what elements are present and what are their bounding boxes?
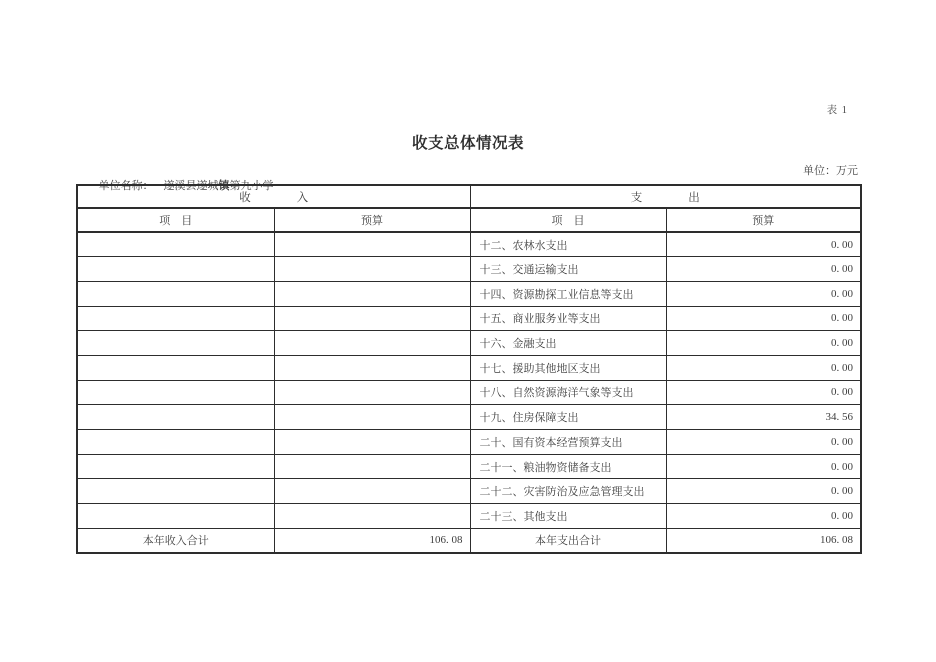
expense-budget-cell: 0. 00 [666, 257, 861, 282]
income-budget-cell [274, 306, 470, 331]
expense-budget-cell: 0. 00 [666, 479, 861, 504]
unit-name-label: 单位名称： [98, 180, 154, 192]
table-row [77, 380, 861, 405]
table-row [77, 355, 861, 380]
expense-budget-cell: 0. 00 [666, 331, 861, 356]
expense-budget-cell: 0. 00 [666, 454, 861, 479]
income-budget-cell [274, 479, 470, 504]
income-budget-cell [274, 405, 470, 430]
table-row [77, 454, 861, 479]
expense-budget-cell: 0. 00 [666, 380, 861, 405]
expense-budget-cell: 0. 00 [666, 232, 861, 257]
income-item-cell [77, 479, 274, 504]
income-item-cell [77, 504, 274, 529]
income-item-cell [77, 306, 274, 331]
unit-name-text: 遂溪县遂城 [163, 180, 219, 192]
expense-item-cell: 二十三、其他支出 [470, 504, 666, 529]
expense-item-cell: 十五、商业服务业等支出 [470, 306, 666, 331]
expense-item-cell: 二十二、灾害防治及应急管理支出 [470, 479, 666, 504]
income-budget-cell [274, 454, 470, 479]
income-item-cell [77, 405, 274, 430]
expense-item-cell: 二十一、粮油物资储备支出 [470, 454, 666, 479]
income-total-value: 106. 08 [274, 528, 470, 553]
table-row [77, 504, 861, 529]
income-item-cell [77, 257, 274, 282]
expense-budget-column-header: 预算 [666, 208, 861, 232]
expense-item-column-header: 项 目 [470, 208, 666, 232]
expense-budget-cell: 0. 00 [666, 430, 861, 455]
table-number-label: 表 1 [826, 105, 848, 116]
expense-item-cell: 十六、金融支出 [470, 331, 666, 356]
expense-budget-cell: 34. 56 [666, 405, 861, 430]
table-row [77, 257, 861, 282]
expense-item-cell: 十九、住房保障支出 [470, 405, 666, 430]
expense-item-cell: 十八、自然资源海洋气象等支出 [470, 380, 666, 405]
income-budget-cell [274, 380, 470, 405]
expense-item-cell: 二十、国有资本经营预算支出 [470, 430, 666, 455]
table-row [77, 479, 861, 504]
budget-summary-table [76, 184, 862, 554]
income-budget-cell [274, 430, 470, 455]
income-item-cell [77, 454, 274, 479]
expense-total-label: 本年支出合计 [470, 528, 666, 553]
section-header-row [77, 185, 861, 208]
table-row [77, 306, 861, 331]
expense-item-cell: 十二、农林水支出 [470, 232, 666, 257]
expense-budget-cell: 0. 00 [666, 355, 861, 380]
expense-total-value: 106. 08 [666, 528, 861, 553]
table-row [77, 281, 861, 306]
expense-item-cell: 十七、援助其他地区支出 [470, 355, 666, 380]
income-item-cell [77, 331, 274, 356]
expense-budget-cell: 0. 00 [666, 306, 861, 331]
income-budget-column-header: 预算 [274, 208, 470, 232]
page-title: 收支总体情况表 [411, 135, 524, 152]
income-item-cell [77, 355, 274, 380]
income-section-header: 收 入 [77, 185, 470, 208]
income-budget-cell [274, 504, 470, 529]
column-header-row [77, 208, 861, 232]
income-budget-cell [274, 331, 470, 356]
income-budget-cell [274, 355, 470, 380]
income-budget-cell [274, 257, 470, 282]
income-total-label: 本年收入合计 [77, 528, 274, 553]
expense-item-cell: 十三、交通运输支出 [470, 257, 666, 282]
expense-budget-cell: 0. 00 [666, 504, 861, 529]
income-item-cell [77, 380, 274, 405]
unit-name-text-bold: 镇 [218, 180, 230, 192]
unit-name-text-suffix: 第九小学 [229, 180, 274, 192]
income-budget-cell [274, 232, 470, 257]
income-item-column-header: 项 目 [77, 208, 274, 232]
income-item-cell [77, 232, 274, 257]
expense-item-cell: 十四、资源勘探工业信息等支出 [470, 281, 666, 306]
table-body [77, 232, 861, 528]
table-row [77, 405, 861, 430]
table-row [77, 232, 861, 257]
income-item-cell [77, 281, 274, 306]
income-item-cell [77, 430, 274, 455]
expense-budget-cell: 0. 00 [666, 281, 861, 306]
unit-of-measure-label: 单位：万元 [803, 165, 858, 177]
income-budget-cell [274, 281, 470, 306]
table-row [77, 430, 861, 455]
expense-section-header: 支 出 [470, 185, 861, 208]
total-row [77, 528, 861, 553]
table-row [77, 331, 861, 356]
